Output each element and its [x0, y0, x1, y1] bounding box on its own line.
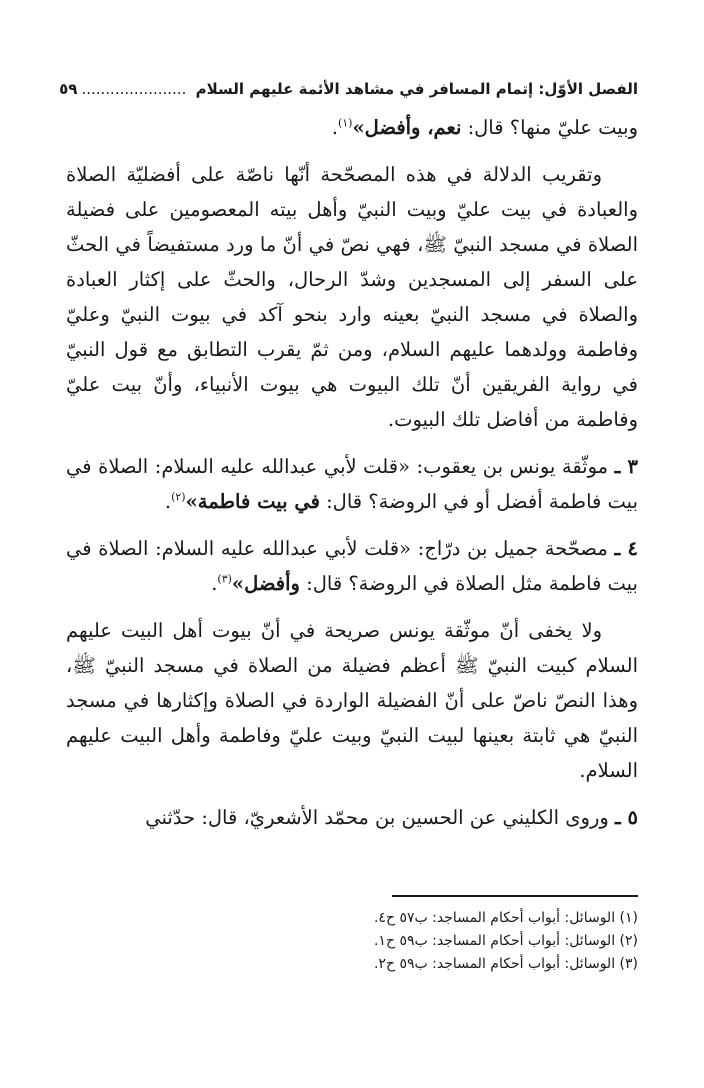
- paragraph-4: [66, 531, 638, 601]
- paragraph-1-end: .: [331, 116, 338, 139]
- footnote-1: (١) الوسائل: أبواب أحكام المساجد: ب٥٧ ح٤.: [373, 910, 638, 926]
- running-header: [59, 80, 638, 110]
- header-dots: ......................: [81, 80, 187, 98]
- paragraph-2: وتقريب الدلالة في هذه المصحّحة أنّها ناصّة على أفضليّة الصلاة والعبادة في بيت عليّ وبيت النبيّ وأهل بيته المعصومين على فضيلة الصلاة في مسجد النبيّ ﷺ، فهي نصّ في أنّ ما ورد مستفيضاً في الحثّ على السفر إلى المسجدين وشدّ الرحال، والحثّ على إكثار العبادة والصلاة في مسجد النبيّ بعينه وارد بنحو آكد في بيوت النبيّ وعليّ وفاطمة وولدهما عليهم السلام، ومن ثمّ يقرب التطابق مع قول النبيّ في رواية الفريقين أنّ تلك البيوت هي بيوت الأنبياء، وأنّ بيت عليّ وفاطمة من أفاضل تلك البيوت.: [66, 163, 638, 431]
- footnote-3: (٣) الوسائل: أبواب أحكام المساجد: ب٥٩ ح٢.: [373, 956, 638, 972]
- paragraph-5: ولا يخفى أنّ موثّقة يونس صريحة في أنّ بيوت أهل البيت عليهم السلام كبيت النبيّ ﷺ أعظم فضيلة من الصلاة في مسجد النبيّ ﷺ، وهذا النصّ ناصّ على أنّ الفضيلة الواردة في الصلاة وإكثارها في مسجد النبيّ هي ثابتة بعينها لبيت النبيّ وبيت عليّ وفاطمة وأهل البيت عليهم السلام.: [66, 619, 638, 782]
- paragraph-4-quote: وأفضل»: [231, 572, 300, 595]
- footnote-ref-2[interactable]: (٢): [171, 490, 186, 504]
- paragraph-3-text: موثّقة يونس بن يعقوب: «قلت لأبي عبدالله عليه السلام: الصلاة في بيت فاطمة أفضل أو في الروضة؟ قال:: [66, 455, 638, 513]
- header-title-group: [77, 80, 638, 98]
- footnote-ref-1[interactable]: (١): [337, 116, 353, 130]
- item-number-5: ٥ ـ: [615, 806, 638, 829]
- paragraph-1-text: وبيت عليّ منها؟ قال:: [461, 116, 638, 139]
- paragraph-3-end: .: [164, 490, 172, 513]
- paragraph-6: [66, 800, 638, 835]
- page-number: ٥٩: [59, 80, 78, 98]
- item-number-3: ٣ ـ: [614, 455, 638, 478]
- paragraph-1-quote: نعم، وأفضل»: [352, 116, 462, 139]
- footnote-ref-3[interactable]: (٣): [217, 572, 232, 586]
- footnote-2: (٢) الوسائل: أبواب أحكام المساجد: ب٥٩ ح١.: [373, 933, 638, 949]
- paragraph-1: [66, 110, 638, 145]
- paragraph-3: [66, 449, 638, 519]
- footnotes: [66, 907, 638, 976]
- paragraph-6-text: وروى الكليني عن الحسين بن محمّد الأشعريّ، قال: حدّثني: [145, 806, 615, 829]
- paragraph-4-text: مصحّحة جميل بن درّاج: «قلت لأبي عبدالله عليه السلام: الصلاة في بيت فاطمة مثل الصلاة في الروضة؟ قال:: [66, 537, 638, 595]
- footnote-separator: [392, 895, 638, 897]
- page-body: [59, 80, 638, 835]
- item-number-4: ٤ ـ: [614, 537, 638, 560]
- paragraph-4-end: .: [211, 572, 218, 595]
- paragraph-3-quote: في بيت فاطمة»: [185, 490, 320, 513]
- header-title: الفصل الأوّل: إتمام المسافر في مشاهد الأئمة عليهم السلام: [195, 80, 638, 98]
